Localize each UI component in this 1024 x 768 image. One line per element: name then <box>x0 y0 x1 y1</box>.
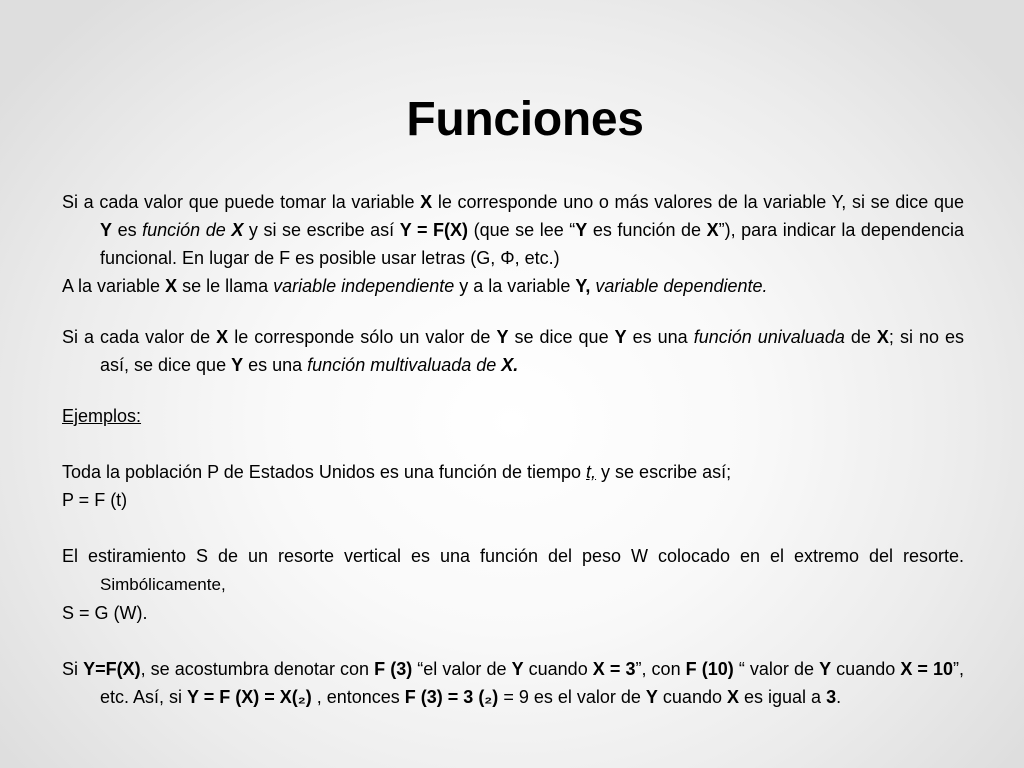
slide-body <box>62 188 964 711</box>
paragraph-definition: Si a cada valor que puede tomar la variable X le corresponde uno o más valores de la variable Y, si se dice que Y es función de X y si se escribe así Y = F(X) (que se lee “Y es función de X”), para indicar la dependencia funcional. En lugar de F es posible usar letras (G, Φ, etc.) <box>62 192 965 268</box>
slide-title: Funciones <box>406 93 644 146</box>
example-spring-formula: S = G (W). <box>62 603 148 623</box>
paragraph-notation: Si Y=F(X), se acostumbra denotar con F (3) “el valor de Y cuando X = 3”, con F (10) “ valor de Y cuando X = 10”, etc. Así, si Y = F (X) = X(₂) , entonces F (3) = 3 (₂) = 9 es el valor de Y cuando X es igual a 3. <box>62 659 965 707</box>
paragraph-univaluada: Si a cada valor de X le corresponde sólo un valor de Y se dice que Y es una función univaluada de X; si no es así, se dice que Y es una función multivaluada de X. <box>62 327 964 375</box>
example-spring: El estiramiento S de un resorte vertical es una función del peso W colocado en el extremo del resorte. Simbólicamente, <box>62 546 964 594</box>
example-population-formula: P = F (t) <box>62 490 128 510</box>
paragraph-variables: A la variable X se le llama variable independiente y a la variable Y, variable dependiente. <box>62 276 768 296</box>
examples-heading: Ejemplos: <box>62 406 142 426</box>
example-population: Toda la población P de Estados Unidos es una función de tiempo t, y se escribe así; <box>62 462 732 482</box>
